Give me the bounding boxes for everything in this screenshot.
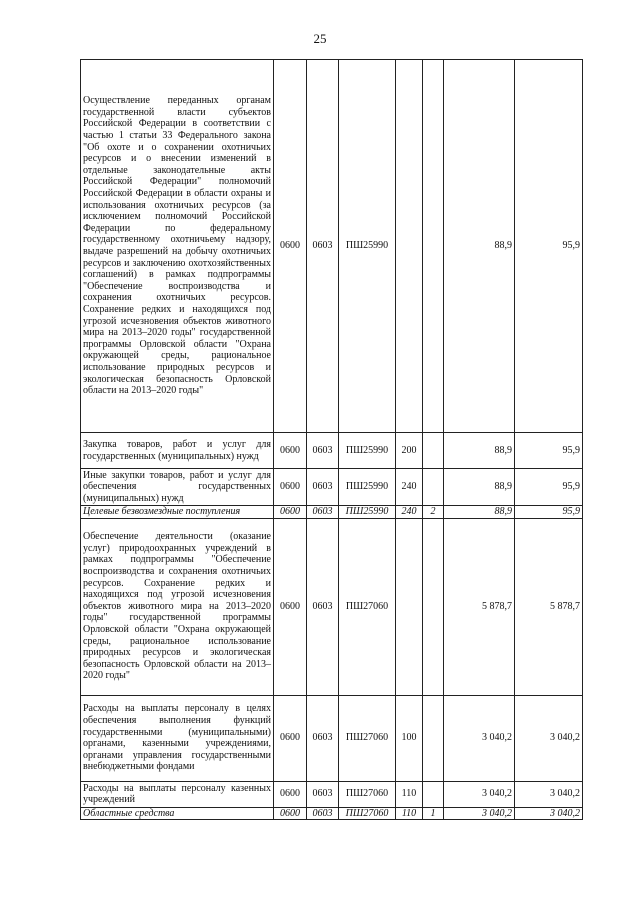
section-code: 0603: [307, 518, 339, 695]
row-description: Закупка товаров, работ и услуг для государственных (муниципальных) нужд: [81, 433, 274, 469]
table-row: [81, 807, 583, 820]
funding-source-code: [423, 695, 444, 781]
row-description: Расходы на выплаты персоналу в целях обеспечения выполнения функций государственными (муниципальными) органами, казенными учреждениями, органами управления государственными внебюджетными фондами: [81, 695, 274, 781]
table-row: [81, 60, 583, 433]
table-row: [81, 518, 583, 695]
ministry-code: 0600: [274, 695, 307, 781]
ministry-code: 0600: [274, 518, 307, 695]
funding-source-code: [423, 469, 444, 506]
section-code: 0603: [307, 695, 339, 781]
target-article-code: ПШ25990: [339, 433, 396, 469]
ministry-code: 0600: [274, 506, 307, 519]
amount-year-2: 5 878,7: [515, 518, 583, 695]
row-description: Иные закупки товаров, работ и услуг для обеспечения государственных (муниципальных) нужд: [81, 469, 274, 506]
amount-year-1: 88,9: [444, 506, 515, 519]
row-description: Обеспечение деятельности (оказание услуг) природоохранных учреждений в рамках подпрограммы "Обеспечение воспроизводства и сохранения охотничьих ресурсов. Сохранение редких и находящихся под угрозой исчезновения объектов животного мира на 2013–2020 годы" государственной программы Орловской области "Охрана окружающей среды, рациональное использование природных ресурсов и экологическая безопасность Орловской области на 2013–2020 годы": [81, 518, 274, 695]
amount-year-2: 95,9: [515, 433, 583, 469]
amount-year-2: 3 040,2: [515, 695, 583, 781]
amount-year-1: 88,9: [444, 60, 515, 433]
funding-source-code: [423, 60, 444, 433]
amount-year-1: 3 040,2: [444, 695, 515, 781]
amount-year-1: 88,9: [444, 433, 515, 469]
amount-year-2: 3 040,2: [515, 807, 583, 820]
amount-year-2: 95,9: [515, 469, 583, 506]
section-code: 0603: [307, 433, 339, 469]
expense-type-code: [396, 518, 423, 695]
section-code: 0603: [307, 781, 339, 807]
row-description: Осуществление переданных органам государственной власти субъектов Российской Федерации в соответствии с частью 1 статьи 33 Федерального закона "Об охоте и о сохранении охотничьих ресурсов и о внесении изменений в отдельные законодательные акты Российской Федерации" полномочий Российской Федерации в области охраны и использования охотничьих ресурсов (за исключением полномочий Российской Федерации по федеральному государственному охотничьему надзору, выдаче разрешений на добычу охотничьих ресурсов и заключению охотхозяйственных соглашений) в рамках подпрограммы "Обеспечение воспроизводства и сохранения охотничьих ресурсов. Сохранение редких и находящихся под угрозой исчезновения объектов животного мира на 2013–2020 годы" государственной программы Орловской области "Охрана окружающей среды, рациональное использование природных ресурсов и экологическая безопасность Орловской области на 2013–2020 годы": [81, 60, 274, 433]
target-article-code: ПШ25990: [339, 506, 396, 519]
target-article-code: ПШ25990: [339, 60, 396, 433]
amount-year-2: 95,9: [515, 60, 583, 433]
ministry-code: 0600: [274, 469, 307, 506]
expense-type-code: 240: [396, 506, 423, 519]
table-row: [81, 433, 583, 469]
funding-source-code: 2: [423, 506, 444, 519]
expense-type-code: 110: [396, 781, 423, 807]
table-row: [81, 781, 583, 807]
row-description: Областные средства: [81, 807, 274, 820]
amount-year-1: 3 040,2: [444, 807, 515, 820]
target-article-code: ПШ27060: [339, 781, 396, 807]
section-code: 0603: [307, 469, 339, 506]
target-article-code: ПШ27060: [339, 807, 396, 820]
amount-year-2: 3 040,2: [515, 781, 583, 807]
funding-source-code: [423, 781, 444, 807]
budget-table: [80, 59, 583, 820]
funding-source-code: 1: [423, 807, 444, 820]
funding-source-code: [423, 518, 444, 695]
expense-type-code: 240: [396, 469, 423, 506]
row-description: Расходы на выплаты персоналу казенных учреждений: [81, 781, 274, 807]
expense-type-code: 200: [396, 433, 423, 469]
expense-type-code: 110: [396, 807, 423, 820]
expense-type-code: [396, 60, 423, 433]
section-code: 0603: [307, 60, 339, 433]
ministry-code: 0600: [274, 781, 307, 807]
target-article-code: ПШ27060: [339, 695, 396, 781]
ministry-code: 0600: [274, 807, 307, 820]
section-code: 0603: [307, 506, 339, 519]
ministry-code: 0600: [274, 60, 307, 433]
amount-year-1: 5 878,7: [444, 518, 515, 695]
target-article-code: ПШ25990: [339, 469, 396, 506]
row-description: Целевые безвозмездные поступления: [81, 506, 274, 519]
target-article-code: ПШ27060: [339, 518, 396, 695]
amount-year-1: 88,9: [444, 469, 515, 506]
page-number: 25: [313, 31, 327, 46]
ministry-code: 0600: [274, 433, 307, 469]
table-row: [81, 695, 583, 781]
table-row: [81, 506, 583, 519]
expense-type-code: 100: [396, 695, 423, 781]
amount-year-2: 95,9: [515, 506, 583, 519]
amount-year-1: 3 040,2: [444, 781, 515, 807]
table-row: [81, 469, 583, 506]
funding-source-code: [423, 433, 444, 469]
section-code: 0603: [307, 807, 339, 820]
